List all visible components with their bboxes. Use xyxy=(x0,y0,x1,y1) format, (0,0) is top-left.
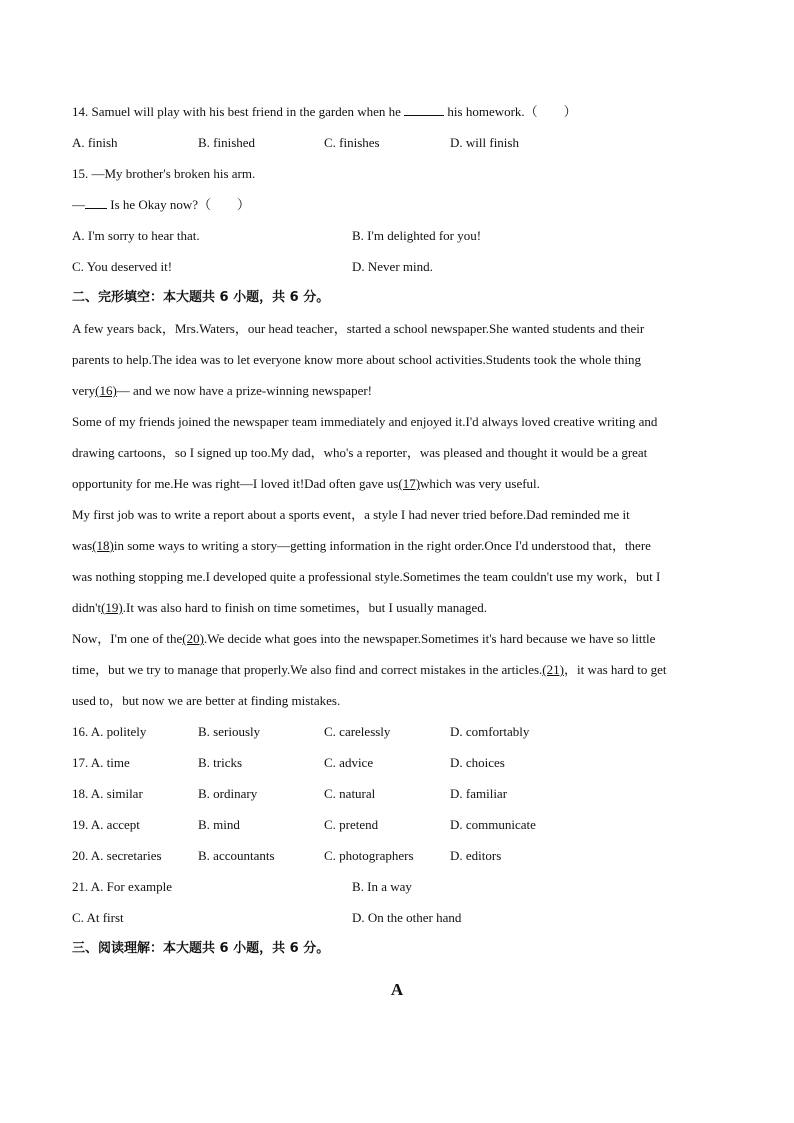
passage-text: .It was also hard to finish on time sometimes，but I usually managed. xyxy=(122,600,488,615)
q21-option-c: C. At first xyxy=(72,910,124,925)
q19-option-c: C. pretend xyxy=(324,817,379,832)
q14-option-a: A. finish xyxy=(72,135,118,150)
q18-option-b: B. ordinary xyxy=(198,786,258,801)
passage-text: — and we now have a prize-winning newspaper! xyxy=(116,383,372,398)
cloze-18-options xyxy=(72,778,722,809)
q14-blank xyxy=(404,103,444,116)
q15-option-c: C. You deserved it! xyxy=(72,259,173,274)
passage-line xyxy=(72,623,722,654)
q19-option-b: B. mind xyxy=(198,817,240,832)
q14-option-c: C. finishes xyxy=(324,135,380,150)
question-15-line1: 15. —My brother's broken his arm. xyxy=(72,166,256,181)
q18-option-a: 18. A. similar xyxy=(72,786,143,801)
cloze-21-options-row1 xyxy=(72,871,722,902)
q15-blank xyxy=(85,196,107,209)
question-15-options-row2 xyxy=(72,251,722,282)
question-14-options xyxy=(72,127,722,158)
passage-text: opportunity for me.He was right—I loved it!Dad often gave us xyxy=(72,476,399,491)
cloze-21-options-row2 xyxy=(72,902,722,933)
q20-option-a: 20. A. secretaries xyxy=(72,848,162,863)
passage-line: Some of my friends joined the newspaper team immediately and enjoyed it.I'd always loved creative writing and xyxy=(72,414,658,429)
blank-16: (16) xyxy=(95,383,117,398)
passage-line xyxy=(72,530,722,561)
passage-text: which was very useful. xyxy=(420,476,540,491)
passage-line: was nothing stopping me.I developed quite a professional style.Sometimes the team couldn't use my work，but I xyxy=(72,569,661,584)
cloze-16-options xyxy=(72,716,722,747)
q15-option-b: B. I'm delighted for you! xyxy=(352,228,482,243)
passage-line: drawing cartoons，so I signed up too.My dad，who's a reporter，was pleased and thought it would be a great xyxy=(72,445,648,460)
cloze-17-options xyxy=(72,747,722,778)
passage-text: .We decide what goes into the newspaper.Sometimes it's hard because we have so little xyxy=(203,631,656,646)
q15-option-a: A. I'm sorry to hear that. xyxy=(72,228,200,243)
cloze-19-options xyxy=(72,809,722,840)
q17-option-a: 17. A. time xyxy=(72,755,130,770)
q14-stem-after: his homework.（ ） xyxy=(444,104,577,119)
reading-passage-label: A xyxy=(390,980,404,999)
question-15-options-row1 xyxy=(72,220,722,251)
passage-line xyxy=(72,592,722,623)
passage-line: A few years back，Mrs.Waters，our head teacher，started a school newspaper.She wanted students and their xyxy=(72,321,645,336)
passage-text: Now，I'm one of the xyxy=(72,631,183,646)
exam-page xyxy=(72,96,722,1010)
q21-option-d: D. On the other hand xyxy=(352,910,462,925)
q19-option-d: D. communicate xyxy=(450,817,536,832)
passage-line xyxy=(72,468,722,499)
q15-option-d: D. Never mind. xyxy=(352,259,433,274)
passage-line: My first job was to write a report about a sports event，a style I had never tried before.Dad reminded me it xyxy=(72,507,630,522)
blank-18: (18) xyxy=(92,538,114,553)
q18-option-d: D. familiar xyxy=(450,786,508,801)
passage-text: very xyxy=(72,383,96,398)
passage-line xyxy=(72,654,722,685)
q17-option-d: D. choices xyxy=(450,755,505,770)
q20-option-b: B. accountants xyxy=(198,848,275,863)
q16-option-c: C. carelessly xyxy=(324,724,391,739)
section-2-title: 二、完形填空：本大题共 6 小题，共 6 分。 xyxy=(72,290,330,305)
q17-option-c: C. advice xyxy=(324,755,374,770)
q16-option-b: B. seriously xyxy=(198,724,261,739)
passage-text: didn't xyxy=(72,600,102,615)
question-15-line2 xyxy=(72,189,722,220)
passage-line: parents to help.The idea was to let everyone know more about school activities.Students took the whole thing xyxy=(72,352,641,367)
q19-option-a: 19. A. accept xyxy=(72,817,140,832)
section-3-title: 三、阅读理解：本大题共 6 小题，共 6 分。 xyxy=(72,941,330,956)
passage-line xyxy=(72,375,722,406)
q16-option-d: D. comfortably xyxy=(450,724,530,739)
blank-19: (19) xyxy=(101,600,123,615)
blank-20: (20) xyxy=(182,631,204,646)
q16-option-a: 16. A. politely xyxy=(72,724,147,739)
q20-option-c: C. photographers xyxy=(324,848,414,863)
q21-option-a: 21. A. For example xyxy=(72,879,173,894)
question-14-stem xyxy=(72,96,722,127)
passage-text: was xyxy=(72,538,93,553)
q14-option-b: B. finished xyxy=(198,135,256,150)
q14-option-d: D. will finish xyxy=(450,135,519,150)
q18-option-c: C. natural xyxy=(324,786,376,801)
passage-text: ，it was hard to get xyxy=(563,662,667,677)
q17-option-b: B. tricks xyxy=(198,755,243,770)
blank-17: (17) xyxy=(398,476,421,491)
blank-21: (21) xyxy=(542,662,564,677)
q15-dash: — xyxy=(72,197,85,212)
passage-line: used to，but now we are better at finding mistakes. xyxy=(72,693,341,708)
passage-text: in some ways to writing a story—getting information in the right order.Once I'd understood that，there xyxy=(113,538,651,553)
q21-option-b: B. In a way xyxy=(352,879,412,894)
q14-stem-before: 14. Samuel will play with his best friend in the garden when he xyxy=(72,104,405,119)
q20-option-d: D. editors xyxy=(450,848,502,863)
passage-text: time，but we try to manage that properly.We also find and correct mistakes in the articles. xyxy=(72,662,543,677)
cloze-20-options xyxy=(72,840,722,871)
q15-line2-after: Is he Okay now?（ ） xyxy=(107,197,250,212)
